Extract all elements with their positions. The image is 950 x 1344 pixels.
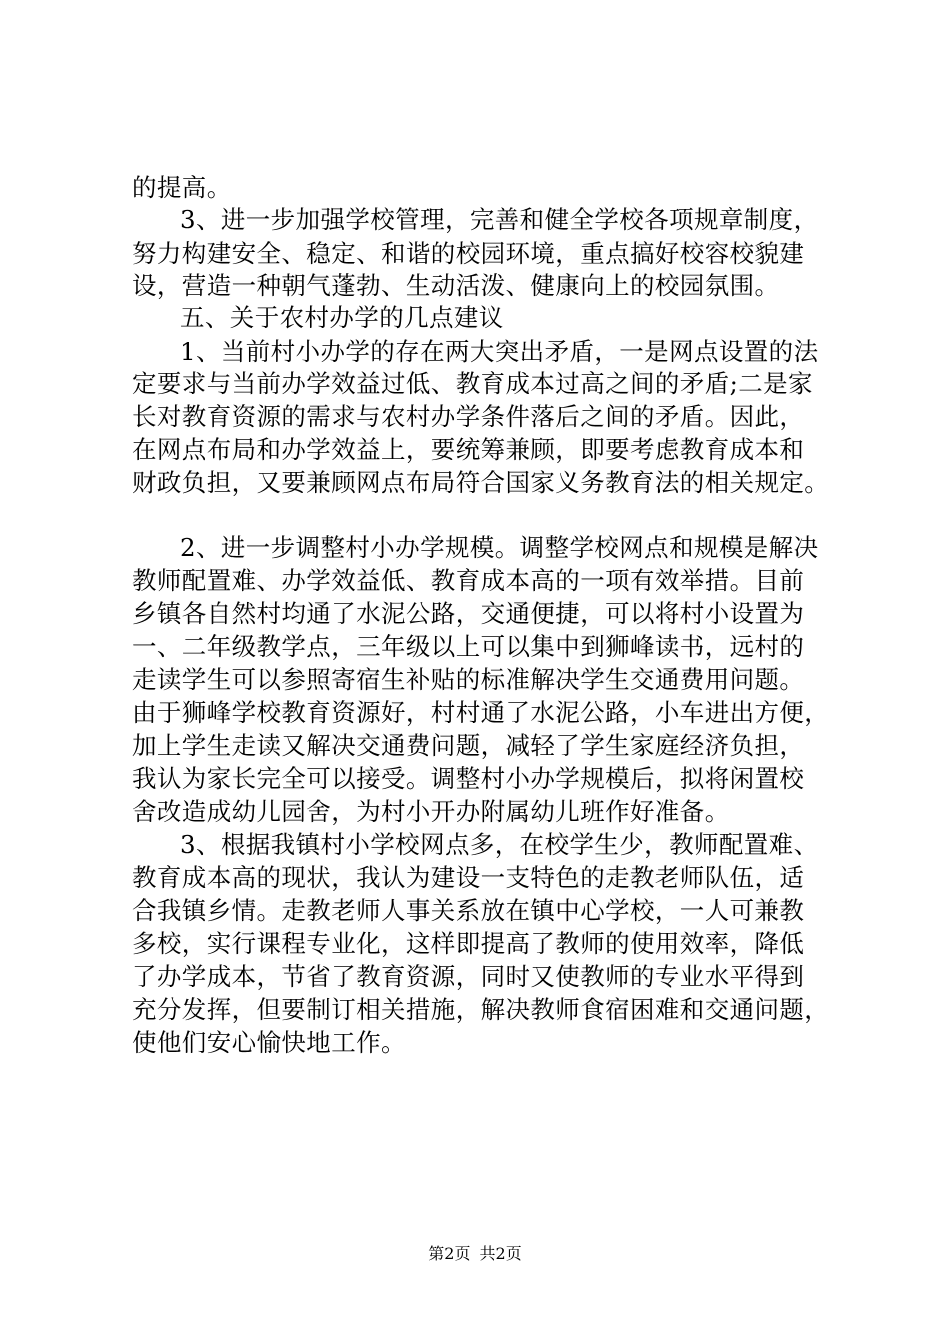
text-line: 多校，实行课程专业化，这样即提高了教师的使用效率，降低 [132,929,805,958]
text-line: 一、二年级教学点，三年级以上可以集中到狮峰读书，远村的 [132,632,805,661]
page-total: 共2页 [479,1244,522,1263]
text-line: 教师配置难、办学效益低、教育成本高的一项有效举措。目前 [132,566,805,595]
paragraph-line: 3、进一步加强学校管理，完善和健全学校各项规章制度， [180,205,819,234]
text-line: 了办学成本，节省了教育资源，同时又使教师的专业水平得到 [132,962,805,991]
text-line: 长对教育资源的需求与农村办学条件落后之间的矛盾。因此， [132,402,805,431]
text-line: 的提高。 [132,173,232,202]
text-line: 我认为家长完全可以接受。调整村小办学规模后，拟将闲置校 [132,764,805,793]
paragraph-line: 3、根据我镇村小学校网点多，在校学生少，教师配置难、 [180,830,819,859]
text-line: 舍改造成幼儿园舍，为村小开办附属幼儿班作好准备。 [132,797,730,826]
text-line: 设，营造一种朝气蓬勃、生动活泼、健康向上的校园氛围。 [132,271,780,300]
paragraph-line: 1、当前村小办学的存在两大突出矛盾，一是网点设置的法 [180,337,819,366]
text-line: 使他们安心愉快地工作。 [132,1028,406,1057]
text-line: 加上学生走读又解决交通费问题，减轻了学生家庭经济负担， [132,731,805,760]
section-heading: 五、关于农村办学的几点建议 [180,303,504,332]
text-line: 合我镇乡情。走教老师人事关系放在镇中心学校，一人可兼教 [132,896,805,925]
page-footer [0,1244,950,1264]
text-line: 定要求与当前办学效益过低、教育成本过高之间的矛盾;二是家 [132,369,813,398]
paragraph-line: 2、进一步调整村小办学规模。调整学校网点和规模是解决 [180,533,819,562]
text-line: 教育成本高的现状，我认为建设一支特色的走教老师队伍，适 [132,863,805,892]
text-line: 努力构建安全、稳定、和谐的校园环境，重点搞好校容校貌建 [132,239,805,268]
text-line: 由于狮峰学校教育资源好，村村通了水泥公路，小车进出方便， [132,698,830,727]
text-line: 财政负担，又要兼顾网点布局符合国家义务教育法的相关规定。 [132,468,830,497]
text-line: 在网点布局和办学效益上，要统筹兼顾，即要考虑教育成本和 [132,435,805,464]
text-line: 乡镇各自然村均通了水泥公路，交通便捷，可以将村小设置为 [132,599,805,628]
text-line: 走读学生可以参照寄宿生补贴的标准解决学生交通费用问题。 [132,665,805,694]
page-number: 第2页 [428,1244,471,1263]
text-line: 充分发挥，但要制订相关措施，解决教师食宿困难和交通问题， [132,995,830,1024]
